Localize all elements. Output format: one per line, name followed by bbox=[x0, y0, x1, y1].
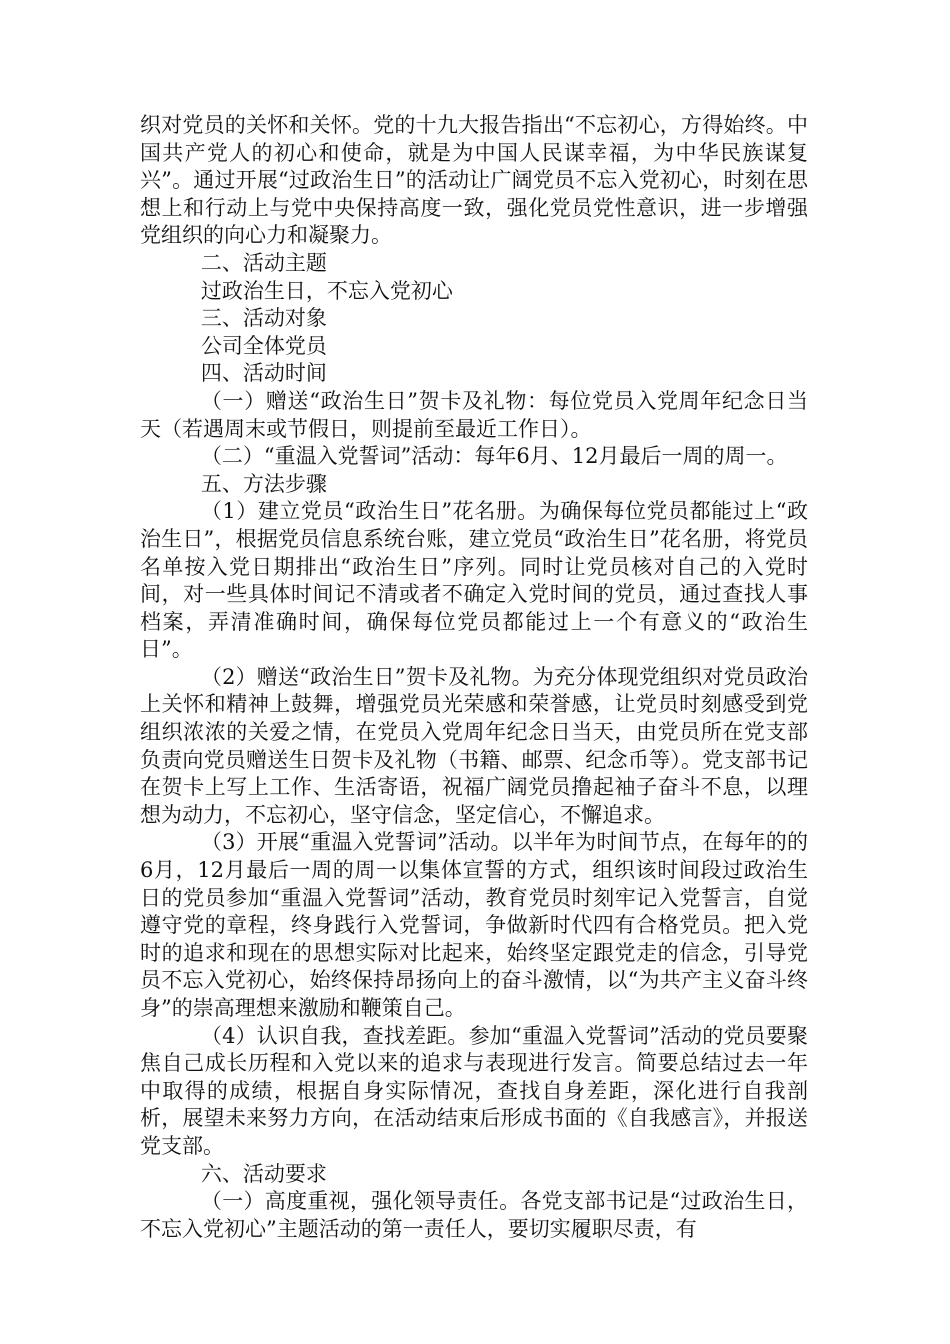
document-page bbox=[140, 112, 808, 1243]
activity-theme-text: 过政治生日，不忘入党初心 bbox=[200, 278, 453, 303]
heading-activity-theme: 二、活动主题 bbox=[200, 250, 327, 275]
paragraph-time-1: （一）赠送“政治生日”贺卡及礼物：每位党员入党周年纪念日当天（若遇周末或节假日，则提前至最近工作日）。 bbox=[140, 388, 808, 441]
activity-target-text: 公司全体党员 bbox=[200, 333, 327, 358]
paragraph-step-3: （3）开展“重温入党誓词”活动。以半年为时间节点，在每年的的6月，12月最后一周的周一以集体宣誓的方式，组织该时间段过政治生日的党员参加“重温入党誓词”活动，教育党员时刻牢记入党誓言，自觉遵守党的章程，终身践行入党誓词，争做新时代四有合格党员。把入党时的追求和现在的思想实际对比起来，始终坚定跟党走的信念，引导党员不忘入党初心，始终保持昂扬向上的奋斗激情，以“为共产主义奋斗终身”的崇高理想来激励和鞭策自己。 bbox=[140, 830, 808, 1020]
paragraph-step-4: （4）认识自我，查找差距。参加“重温入党誓词”活动的党员要聚焦自己成长历程和入党以来的追求与表现进行发言。简要总结过去一年中取得的成绩，根据自身实际情况，查找自身差距，深化进行自我剖析，展望未来努力方向，在活动结束后形成书面的《自我感言》，并报送党支部。 bbox=[140, 1023, 808, 1158]
heading-activity-target: 三、活动对象 bbox=[200, 306, 327, 331]
paragraph-time-2: （二）“重温入党誓词”活动：每年6月、12月最后一周的周一。 bbox=[200, 444, 788, 469]
paragraph-step-2: （2）赠送“政治生日”贺卡及礼物。为充分体现党组织对党员政治上关怀和精神上鼓舞，增强党员光荣感和荣誉感，让党员时刻感受到党组织浓浓的关爱之情，在党员入党周年纪念日当天，由党员所在党支部负责向党员赠送生日贺卡及礼物（书籍、邮票、纪念币等）。党支部书记在贺卡上写上工作、生活寄语，祝福广阔党员撸起袖子奋斗不息，以理想为动力，不忘初心，坚守信念，坚定信心，不懈追求。 bbox=[140, 664, 808, 827]
heading-method-steps: 五、方法步骤 bbox=[200, 471, 327, 496]
paragraph-requirement-1: （一）高度重视，强化领导责任。各党支部书记是“过政治生日，不忘入党初心”主题活动的第一责任人，要切实履职尽责，有 bbox=[140, 1189, 808, 1241]
heading-activity-time: 四、活动时间 bbox=[200, 361, 327, 386]
paragraph-step-1: （1）建立党员“政治生日”花名册。为确保每位党员都能过上“政治生日”，根据党员信息系统台账，建立党员“政治生日”花名册，将党员名单按入党日期排出“政治生日”序列。同时让党员核对自己的入党时间，对一些具体时间记不清或者不确定入党时间的党员，通过查找人事档案，弄清准确时间，确保每位党员都能过上一个有意义的“政治生日”。 bbox=[140, 499, 808, 662]
heading-activity-requirements: 六、活动要求 bbox=[200, 1161, 327, 1186]
paragraph-intro: 织对党员的关怀和关怀。党的十九大报告指出“不忘初心，方得始终。中国共产党人的初心和使命，就是为中国人民谋幸福，为中华民族谋复兴”。通过开展“过政治生日”的活动让广阔党员不忘入党初心，时刻在思想上和行动上与党中央保持高度一致，强化党员党性意识，进一步增强党组织的向心力和凝聚力。 bbox=[140, 113, 808, 248]
